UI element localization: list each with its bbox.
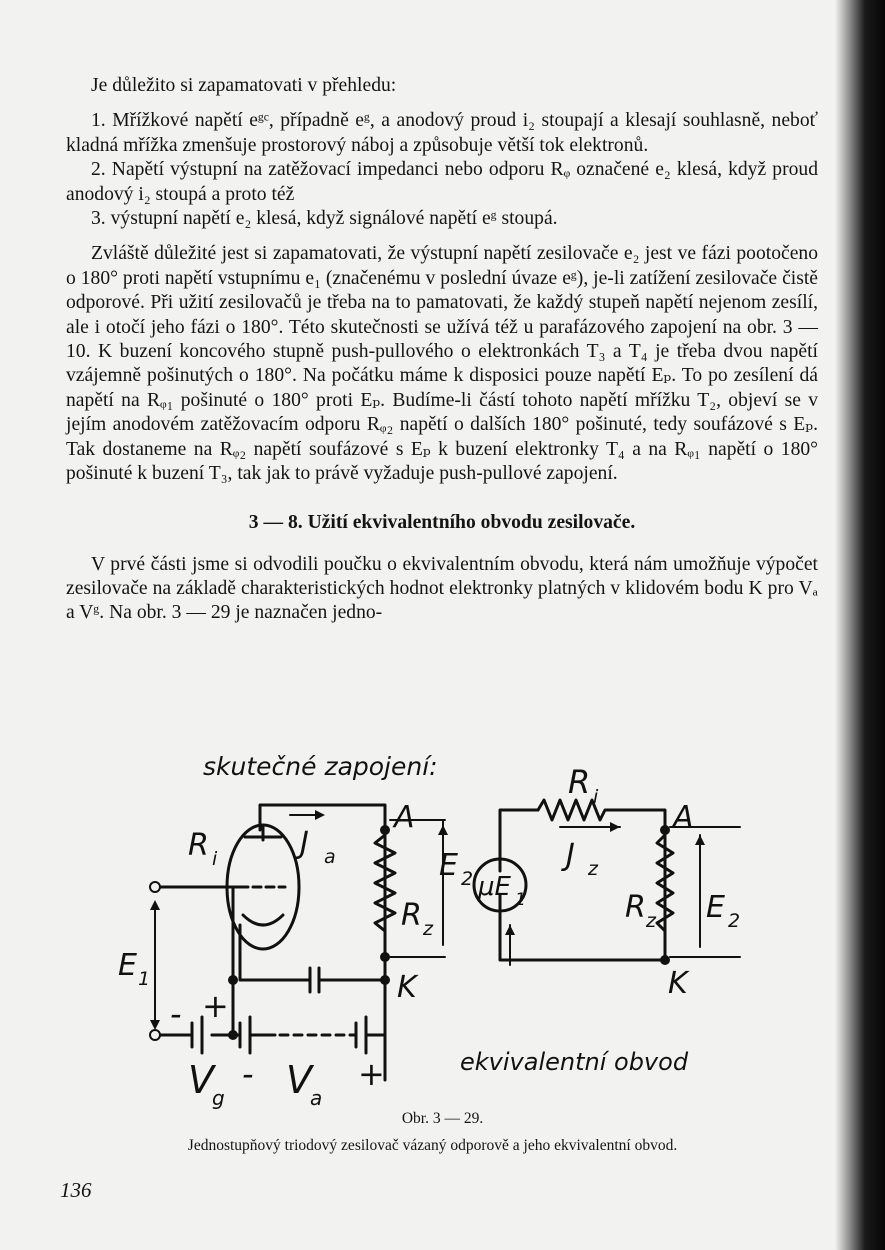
label-e2-left: E xyxy=(439,848,458,883)
label-minus-bottom: - xyxy=(242,1055,254,1093)
terminal-ground xyxy=(150,1030,160,1040)
label-jz-sub: z xyxy=(588,858,598,880)
label-ja-sub: a xyxy=(324,846,336,868)
node-k xyxy=(380,975,390,985)
label-e2-left-sub: 2 xyxy=(461,868,474,890)
label-va: V xyxy=(286,1058,312,1102)
label-e1-sub: 1 xyxy=(138,968,151,990)
label-k-eq: K xyxy=(668,966,688,1001)
ja-arrowhead xyxy=(315,810,325,820)
section-heading: 3 — 8. Užití ekvivalentního obvodu zesilovače. xyxy=(248,511,636,533)
cathode-wire xyxy=(240,925,310,980)
battery-va-right xyxy=(356,980,385,1053)
mu-arrowhead xyxy=(505,925,515,935)
e2-ticks-right xyxy=(670,827,740,957)
triode-cathode xyxy=(243,915,283,925)
e1-arrowhead-bottom xyxy=(150,1020,160,1030)
paragraph-phase: Zvláště důležité jest si zapamatovati, že výstupní napětí zesilovače e₂ jest ve fázi pootočeno o 180° proti napětí vstupnímu e₁ (značenému v poslední úvaze eᵍ), je-li zatížení zesilovače čistě odporové. Při užití zesilovačů je třeba na to pamatovati, že každý stupeň napětí nejenom zesílí, ale i otočí jeho fázi o 180°. Této skutečnosti se užívá též u parafázového zapojení na obr. 3 — 10. K buzení koncového stupně push-pullového o elektronkách T₃ a T₄ je třeba dvou napětí vzájemně pošinutých o 180°. Na počátku máme k disposici pouze napětí Eₚ. To po zesílení dá napětí na Rᵩ₁ pošinuté o 180° proti Eₚ. Budíme-li částí tohoto napětí mřížku T₂, objeví se v jejím anodovém zatěžovacím odporu Rᵩ₂ napětí o dalších 180° pošinuté, tedy soufázové s Eₚ. Tak dostaneme na Rᵩ₂ napětí soufázové s Eₚ k buzení elektronky T₄ a na Rᵩ₁ napětí o 180° pošinuté k buzení T₃, tak jak to právě vyžaduje push-pullové zapojení. xyxy=(66,243,818,485)
e2-arrowhead-left xyxy=(438,825,448,835)
node-k-eq xyxy=(660,955,670,965)
label-ri-eq: R xyxy=(568,763,591,801)
e1-arrowhead-top xyxy=(150,900,160,910)
node-cathode xyxy=(228,975,238,985)
eq-top-wire xyxy=(500,810,538,871)
label-rz-eq: R xyxy=(625,890,646,925)
label-vg-sub: g xyxy=(212,1086,225,1110)
resistor-ri xyxy=(538,800,615,820)
label-k: K xyxy=(397,970,417,1005)
list-item-3: 3. výstupní napětí e₂ klesá, když signálové napětí eᵍ stoupá. xyxy=(91,208,558,230)
label-e2-right-sub: 2 xyxy=(728,910,741,932)
figure-number: Obr. 3 — 29. xyxy=(401,1110,484,1127)
e2-arrowhead-right xyxy=(695,835,705,845)
label-minus-top: - xyxy=(170,995,182,1033)
paragraph-equivalent: V prvé části jsme si odvodili poučku o ekvivalentním obvodu, která nám umožňuje výpočet zesilovače na základě charakteristických hodnot elektronky platných v klidovém bodu K pro Vₐ a Vᵍ. Na obr. 3 — 29 je naznačen jedno- xyxy=(66,553,818,624)
jz-arrowhead xyxy=(610,822,620,832)
label-ri-eq-sub: i xyxy=(593,786,599,808)
node-bias xyxy=(228,1030,238,1040)
list-item-2: 2. Napětí výstupní na zatěžovací impedanci nebo odporu Rᵩ označené e₂ klesá, když proud anodový i₂ stoupá a proto též xyxy=(66,159,818,205)
page-number: 136 xyxy=(60,1178,92,1202)
e2-ticks-left xyxy=(390,820,445,957)
page-body xyxy=(66,74,818,626)
node-rz-bottom xyxy=(380,952,390,962)
circuit-figure xyxy=(100,735,780,1115)
node-a-eq xyxy=(660,825,670,835)
label-va-sub: a xyxy=(310,1086,323,1110)
label-e2-right: E xyxy=(706,890,725,925)
label-jz: J xyxy=(566,838,575,873)
right-circuit-title: ekvivalentní obvod xyxy=(460,1048,689,1076)
terminal-input xyxy=(150,882,160,892)
label-mue1: μE xyxy=(478,872,511,902)
label-plus-bottom: + xyxy=(358,1055,385,1093)
label-plus-top: + xyxy=(202,987,229,1025)
label-ja: J xyxy=(300,826,309,861)
list-item-1: 1. Mřížkové napětí eᵍᶜ, případně eᵍ, a anodový proud i₂ stoupají a klesají souhlasně, neboť kladná mřížka zmenšuje prostorový náboj a způsobuje větší tok elektronů. xyxy=(66,110,818,156)
label-rz-sub: z xyxy=(423,918,433,940)
page-edge-shadow xyxy=(835,0,885,1250)
label-ri: R xyxy=(188,828,209,863)
label-a: A xyxy=(394,800,415,835)
label-a-eq: A xyxy=(673,800,694,835)
label-vg: V xyxy=(188,1058,214,1102)
label-rz: R xyxy=(401,898,422,933)
intro-line: Je důležito si zapamatovati v přehledu: xyxy=(91,75,397,96)
label-ri-sub: i xyxy=(212,848,218,870)
left-circuit-title: skutečné zapojení: xyxy=(203,752,438,781)
label-rz-eq-sub: z xyxy=(646,910,656,932)
label-mue1-sub: 1 xyxy=(515,890,526,910)
figure-caption: Jednostupňový triodový zesilovač vázaný odporově a jeho ekvivalentní obvod. xyxy=(187,1137,678,1154)
label-e1: E xyxy=(118,948,137,983)
node-a xyxy=(380,825,390,835)
